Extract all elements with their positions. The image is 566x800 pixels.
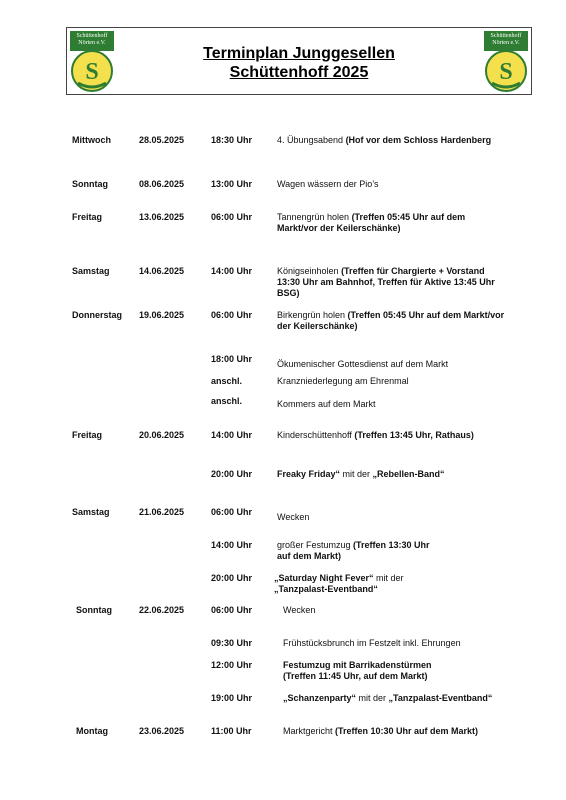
row-description: großer Festumzug (Treffen 13:30 Uhr auf dem Markt) bbox=[277, 540, 430, 561]
row-description: Festumzug mit Barrikadenstürmen (Treffen 11:45 Uhr, auf dem Markt) bbox=[283, 660, 432, 681]
row-time: 18:30 Uhr bbox=[211, 135, 253, 145]
row-time: 06:00 Uhr bbox=[211, 212, 253, 222]
row-description: Frühstücksbrunch im Festzelt inkl. Ehrungen bbox=[283, 638, 461, 648]
row-time: 14:00 Uhr bbox=[211, 540, 253, 550]
row-time: 06:00 Uhr bbox=[211, 507, 253, 517]
logo-text bbox=[70, 31, 114, 51]
title-line1: Terminplan Junggesellen bbox=[203, 45, 395, 62]
row-description: Wecken bbox=[277, 512, 310, 522]
row-date: 14.06.2025 bbox=[139, 266, 185, 276]
logo-text bbox=[484, 31, 528, 51]
title-line2: Schüttenhoff 2025 bbox=[229, 64, 369, 81]
club-logo-left bbox=[70, 31, 114, 93]
row-description: Kranzniederlegung am Ehrenmal bbox=[277, 376, 409, 386]
row-date: 19.06.2025 bbox=[139, 310, 185, 320]
row-description: Marktgericht (Treffen 10:30 Uhr auf dem Markt) bbox=[283, 726, 479, 736]
row-time: 18:00 Uhr bbox=[211, 354, 253, 364]
row-day: Freitag bbox=[72, 430, 103, 440]
row-day: Freitag bbox=[72, 212, 103, 222]
row-date: 22.06.2025 bbox=[139, 605, 185, 615]
row-day: Sonntag bbox=[76, 605, 112, 615]
row-time: anschl. bbox=[211, 376, 243, 386]
row-date: 13.06.2025 bbox=[139, 212, 185, 222]
row-time: 09:30 Uhr bbox=[211, 638, 253, 648]
logo-text-line1: Schüttenhoff bbox=[76, 33, 108, 39]
page-title bbox=[167, 44, 431, 82]
row-description: Ökumenischer Gottesdienst auf dem Markt bbox=[277, 359, 449, 369]
row-description: 4. Übungsabend (Hof vor dem Schloss Hardenberg bbox=[277, 135, 492, 145]
row-day: Samstag bbox=[72, 266, 110, 276]
row-day: Montag bbox=[76, 726, 108, 736]
row-description: „Saturday Night Fever“ mit der „Tanzpalast-Eventband“ bbox=[274, 573, 404, 594]
svg-text:S: S bbox=[85, 59, 99, 85]
header-box bbox=[66, 27, 532, 95]
logo-text-line2: Nörten e.V. bbox=[78, 40, 106, 46]
row-day: Donnerstag bbox=[72, 310, 123, 320]
row-time: 13:00 Uhr bbox=[211, 179, 253, 189]
row-time: 12:00 Uhr bbox=[211, 660, 253, 670]
row-date: 08.06.2025 bbox=[139, 179, 185, 189]
row-time: 20:00 Uhr bbox=[211, 469, 253, 479]
row-date: 21.06.2025 bbox=[139, 507, 185, 517]
row-time: anschl. bbox=[211, 396, 243, 406]
logo-text-line1: Schüttenhoff bbox=[490, 33, 522, 39]
row-time: 06:00 Uhr bbox=[211, 605, 253, 615]
row-time: 11:00 Uhr bbox=[211, 726, 252, 736]
row-description: Königseinholen (Treffen für Chargierte + Vorstand 13:30 Uhr am Bahnhof, Treffen für Aktive 13:45 Uhr BSG) bbox=[277, 266, 495, 298]
row-description: Wecken bbox=[283, 605, 316, 615]
row-time: 19:00 Uhr bbox=[211, 693, 253, 703]
row-date: 28.05.2025 bbox=[139, 135, 185, 145]
row-day: Samstag bbox=[72, 507, 110, 517]
row-description: Freaky Friday“ mit der „Rebellen-Band“ bbox=[277, 469, 445, 479]
row-date: 20.06.2025 bbox=[139, 430, 185, 440]
row-description: Tannengrün holen (Treffen 05:45 Uhr auf dem Markt/vor der Keilerschänke) bbox=[277, 212, 466, 233]
row-time: 14:00 Uhr bbox=[211, 430, 253, 440]
row-date: 23.06.2025 bbox=[139, 726, 185, 736]
row-day: Sonntag bbox=[72, 179, 108, 189]
logo-text-line2: Nörten e.V. bbox=[492, 40, 520, 46]
row-time: 20:00 Uhr bbox=[211, 573, 253, 583]
logo-emblem-icon bbox=[70, 49, 114, 93]
row-time: 06:00 Uhr bbox=[211, 310, 253, 320]
row-time: 14:00 Uhr bbox=[211, 266, 253, 276]
row-description: Wagen wässern der Pio’s bbox=[277, 179, 379, 189]
club-logo-right bbox=[484, 31, 528, 93]
row-description: „Schanzenparty“ mit der „Tanzpalast-Eventband“ bbox=[283, 693, 493, 703]
row-description: Kommers auf dem Markt bbox=[277, 399, 376, 409]
row-description: Kinderschüttenhoff (Treffen 13:45 Uhr, Rathaus) bbox=[277, 430, 474, 440]
row-description: Birkengrün holen (Treffen 05:45 Uhr auf dem Markt/vor der Keilerschänke) bbox=[277, 310, 505, 331]
row-day: Mittwoch bbox=[72, 135, 111, 145]
svg-text:S: S bbox=[499, 59, 513, 85]
logo-emblem-icon bbox=[484, 49, 528, 93]
